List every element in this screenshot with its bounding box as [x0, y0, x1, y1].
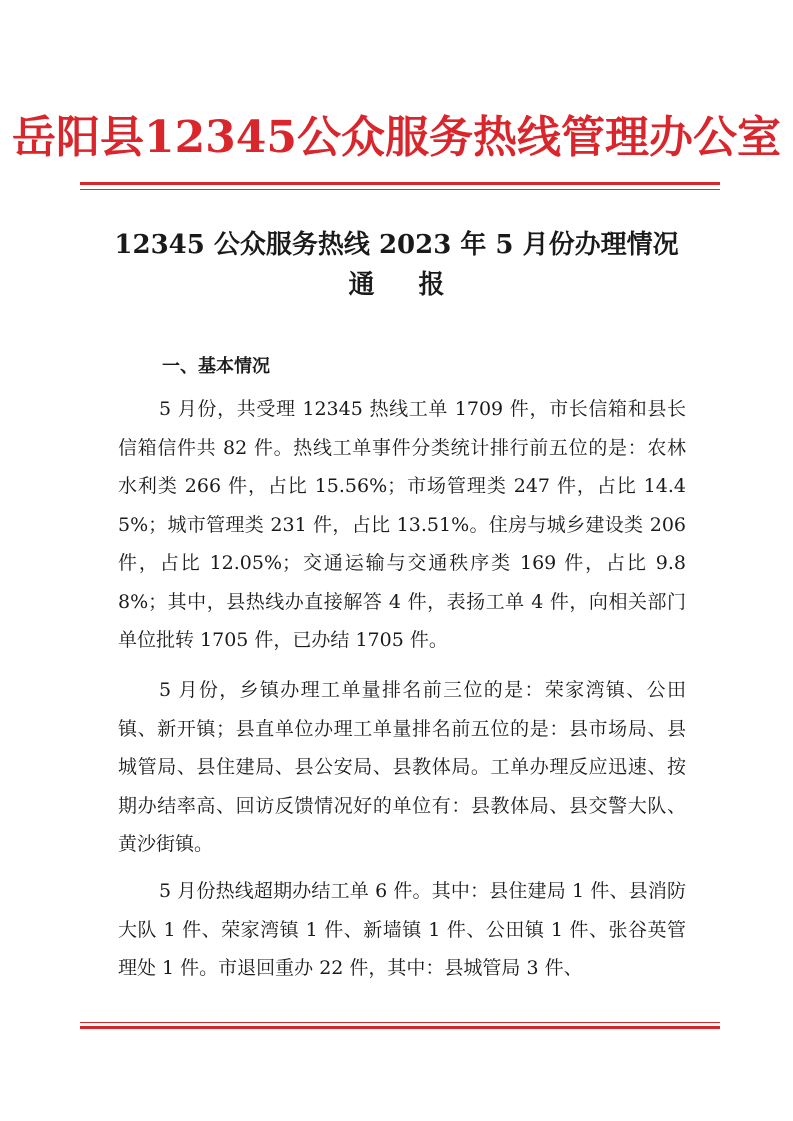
- footer-rule-thin: [80, 1022, 720, 1023]
- body-paragraph: 5 月份，乡镇办理工单量排名前三位的是：荣家湾镇、公田镇、新开镇；县直单位办理工单量排名前五位的是：县市场局、县城管局、县住建局、县公安局、县教体局。工单办理反应迅速、按期办结率高、回访反馈情况好的单位有：县教体局、县交警大队、黄沙街镇。: [118, 679, 686, 855]
- body-paragraph: 5 月份，共受理 12345 热线工单 1709 件，市长信箱和县长信箱信件共 82 件。热线工单事件分类统计排行前五位的是：农林水利类 266 件，占比 15.56%；市场管理类 247 件，占比 14.45%；城市管理类 231 件，占比 13.51%。住房与城乡建设类 206 件，占比 12.05%；交通运输与交通秩序类 169 件，占比 9.88%；其中，县热线办直接解答 4 件，表扬工单 4 件，向相关部门单位批转 1705 件，已办结 1705 件。: [118, 398, 686, 651]
- letterhead-title: 岳阳县12345公众服务热线管理办公室: [11, 112, 782, 163]
- section-heading-basic-situation: 一、基本情况: [162, 356, 270, 377]
- body-paragraph: 5 月份热线超期办结工单 6 件。其中：县住建局 1 件、县消防大队 1 件、荣家湾镇 1 件、新墙镇 1 件、公田镇 1 件、张谷英管理处 1 件。市退回重办 22 件，其中：县城管局 3 件、: [118, 880, 686, 979]
- document-title-line1: 12345 公众服务热线 2023 年 5 月份办理情况: [114, 230, 679, 260]
- letterhead-rule-thick: [80, 182, 720, 185]
- document-title-line2: 通报: [348, 270, 489, 300]
- footer-rule-thick: [80, 1026, 720, 1029]
- letterhead-rule-thin: [80, 189, 720, 190]
